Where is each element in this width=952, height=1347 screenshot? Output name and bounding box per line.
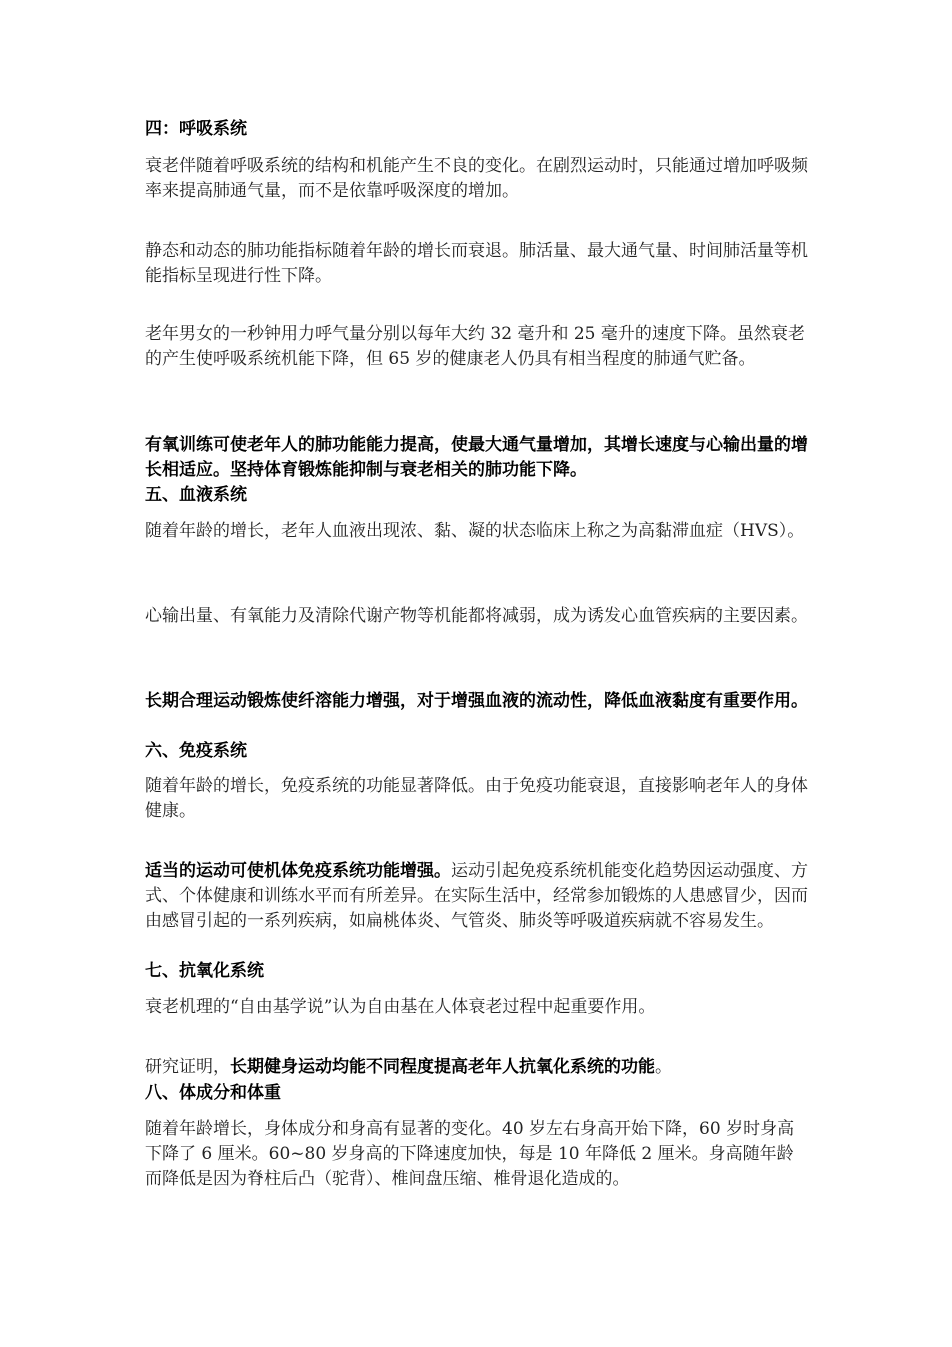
paragraph: 静态和动态的肺功能指标随着年龄的增长而衰退。肺活量、最大通气量、时间肺活量等机能指标呈现进行性下降。 [145, 241, 808, 286]
paragraph: 随着年龄的增长，免疫系统的功能显著降低。由于免疫功能衰退，直接影响老年人的身体健康。 [145, 776, 808, 821]
section-heading-respiratory: 四：呼吸系统 [145, 119, 247, 139]
paragraph-rest: 运动引起免疫系统机能变化趋势因运动强度、方式、个体健康和训练水平而有所差异。在实际生活中，经常参加锻炼的人患感冒少，因而由感冒引起的一系列疾病，如扁桃体炎、气管炎、肺炎等呼吸道疾病就不容易发生。 [145, 861, 808, 931]
section-heading-blood: 五、血液系统 [145, 485, 247, 505]
bold-lead: 适当的运动可使机体免疫系统功能增强。 [145, 861, 451, 881]
paragraph-suffix: 。 [655, 1057, 672, 1077]
section-heading-body-composition: 八、体成分和体重 [145, 1083, 281, 1103]
mixed-paragraph [145, 1055, 810, 1080]
paragraph: 心输出量、有氧能力及清除代谢产物等机能都将减弱，成为诱发心血管疾病的主要因素。 [145, 606, 808, 626]
mixed-paragraph [145, 859, 810, 934]
paragraph: 衰老伴随着呼吸系统的结构和机能产生不良的变化。在剧烈运动时，只能通过增加呼吸频率来提高肺通气量，而不是依靠呼吸深度的增加。 [145, 156, 808, 201]
paragraph: 衰老机理的“自由基学说”认为自由基在人体衰老过程中起重要作用。 [145, 997, 656, 1017]
paragraph: 随着年龄增长，身体成分和身高有显著的变化。40 岁左右身高开始下降，60 岁时身高下降了 6 厘米。60~80 岁身高的下降速度加快，每是 10 年降低 2 厘米。身高随年龄而降低是因为脊柱后凸（驼背）、椎间盘压缩、椎骨退化造成的。 [145, 1119, 795, 1189]
bold-paragraph: 有氧训练可使老年人的肺功能能力提高，使最大通气量增加，其增长速度与心输出量的增长相适应。坚持体育锻炼能抑制与衰老相关的肺功能下降。 [145, 435, 808, 480]
paragraph-prefix: 研究证明， [145, 1057, 230, 1077]
section-heading-immune: 六、免疫系统 [145, 741, 247, 761]
paragraph: 随着年龄的增长，老年人血液出现浓、黏、凝的状态临床上称之为高黏滞血症（HVS）。 [145, 521, 805, 541]
bold-paragraph: 长期合理运动锻炼使纤溶能力增强，对于增强血液的流动性，降低血液黏度有重要作用。 [145, 691, 808, 711]
bold-phrase: 长期健身运动均能不同程度提高老年人抗氧化系统的功能 [230, 1057, 655, 1077]
section-heading-antioxidant: 七、抗氧化系统 [145, 961, 264, 981]
paragraph: 老年男女的一秒钟用力呼气量分别以每年大约 32 毫升和 25 毫升的速度下降。虽然衰老的产生使呼吸系统机能下降，但 65 岁的健康老人仍具有相当程度的肺通气贮备。 [145, 324, 805, 369]
